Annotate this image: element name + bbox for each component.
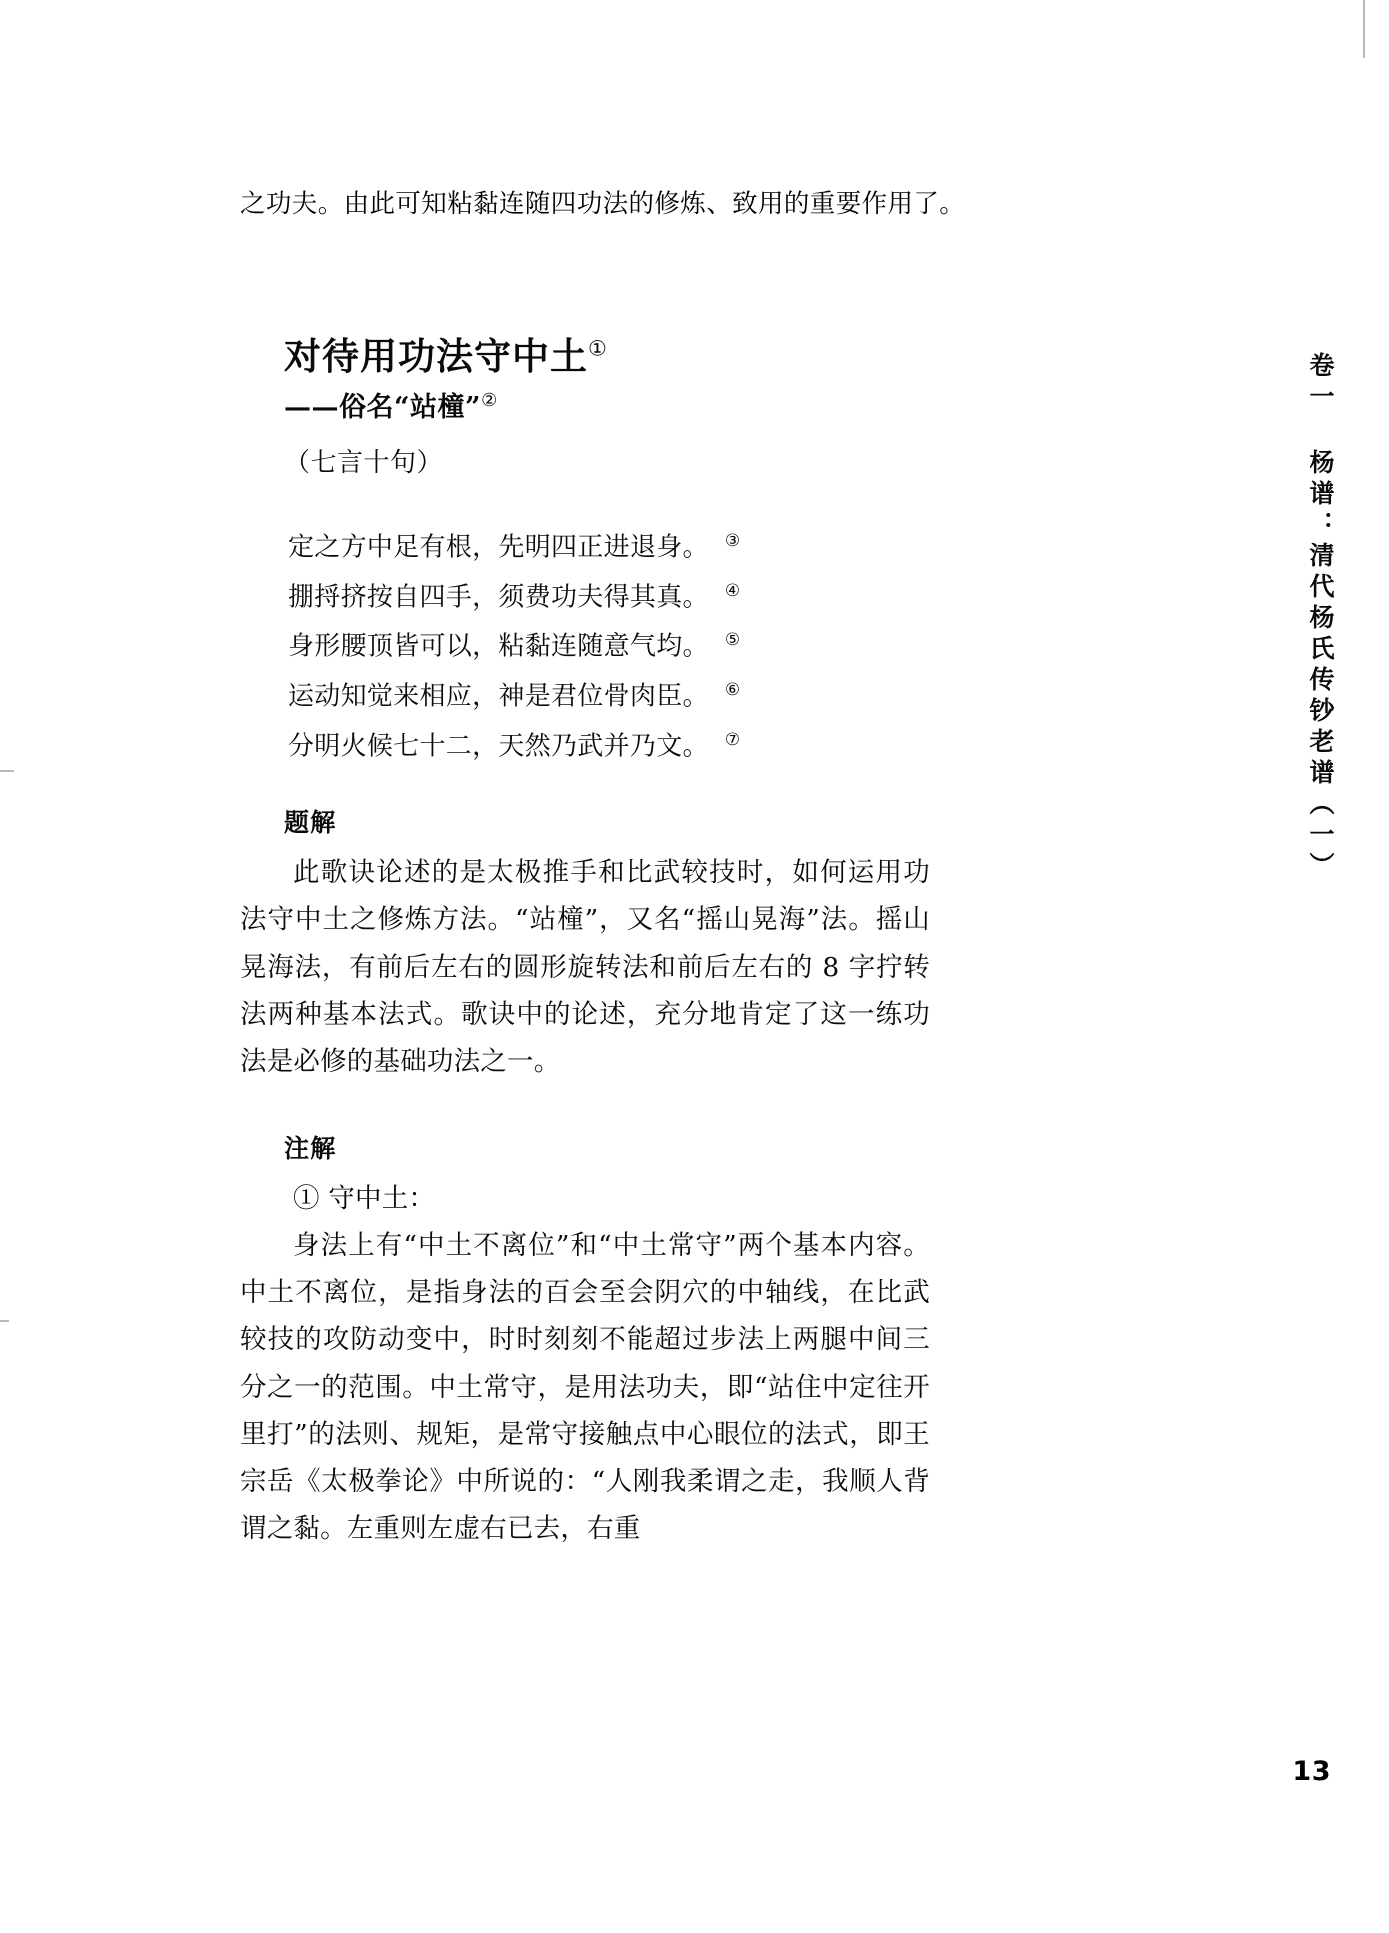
verse-line xyxy=(288,632,930,660)
section-paragraph: 此歌诀论述的是太极推手和比武较技时，如何运用功法守中土之修炼方法。“站橦”，又名“摇山晃海”法。摇山晃海法，有前后左右的圆形旋转法和前后左右的 8 字拧转法两种基本法式。歌诀中的论述，充分地肯定了这一练功法是必修的基础功法之一。 xyxy=(240,857,930,1077)
continuation-line: 之功夫。由此可知粘黏连随四功法的修炼、致用的重要作用了。 xyxy=(240,189,966,219)
verse-text: 掤捋挤按自四手，须费功夫得其真。 xyxy=(288,582,709,613)
page-title-footnote-marker: ① xyxy=(588,336,607,361)
verse-list xyxy=(240,530,930,762)
verse-text: 分明火候七十二，天然乃武并乃文。 xyxy=(288,731,709,762)
scan-edge-mark-top xyxy=(1363,0,1365,58)
verse-line xyxy=(288,729,930,762)
section-heading: 注解 xyxy=(284,1134,337,1163)
page-subtitle-text: ——俗名“站橦” xyxy=(284,391,482,423)
section-tijie xyxy=(240,803,930,1085)
verse-line xyxy=(288,679,930,712)
verse-footnote-marker: ④ xyxy=(724,580,741,601)
verse-meter-note: （七言十句） xyxy=(284,447,444,478)
section-heading: 题解 xyxy=(284,808,337,838)
heading-block xyxy=(240,333,930,479)
scan-edge-mark-left-upper xyxy=(0,770,14,772)
page-subtitle-footnote-marker: ② xyxy=(481,389,498,411)
verse-text: 定之方中足有根，先明四正进退身。 xyxy=(288,532,709,563)
verse-footnote-marker: ⑥ xyxy=(724,679,741,700)
verse-footnote-marker: ③ xyxy=(724,530,741,551)
page-number: 13 xyxy=(1292,1756,1331,1787)
page-subtitle xyxy=(284,385,930,424)
note-item-label: ① 守中土： xyxy=(293,1183,436,1214)
page-title xyxy=(284,333,930,378)
section-paragraph: 身法上有“中土不离位”和“中土常守”两个基本内容。中土不离位，是指身法的百会至会阴穴的中轴线，在比武较技的攻防动变中，时时刻刻不能超过步法上两腿中间三分之一的范围。中土常守，是用法功夫，即“站住中定往开里打”的法则、规矩，是常守接触点中心眼位的法式，即王宗岳《太极拳论》中所说的：“人刚我柔谓之走，我顺人背谓之黏。左重则左虚右已去，右重 xyxy=(240,1230,930,1545)
verse-text: 身形腰顶皆可以，粘黏连随意气均。 xyxy=(288,631,709,662)
verse-line xyxy=(288,580,930,613)
running-head-vertical: 卷一 杨谱：清代杨氏传钞老谱（一） xyxy=(1306,352,1335,883)
scan-edge-mark-left-lower xyxy=(0,1320,9,1322)
verse-footnote-marker: ⑦ xyxy=(724,729,741,750)
page-title-text: 对待用功法守中土 xyxy=(284,333,588,378)
verse-line xyxy=(288,530,930,563)
section-zhujie xyxy=(240,1129,930,1552)
verse-text: 运动知觉来相应，神是君位骨肉臣。 xyxy=(288,681,709,712)
verse-footnote-marker: ⑤ xyxy=(724,630,741,651)
text-column xyxy=(240,189,966,1552)
